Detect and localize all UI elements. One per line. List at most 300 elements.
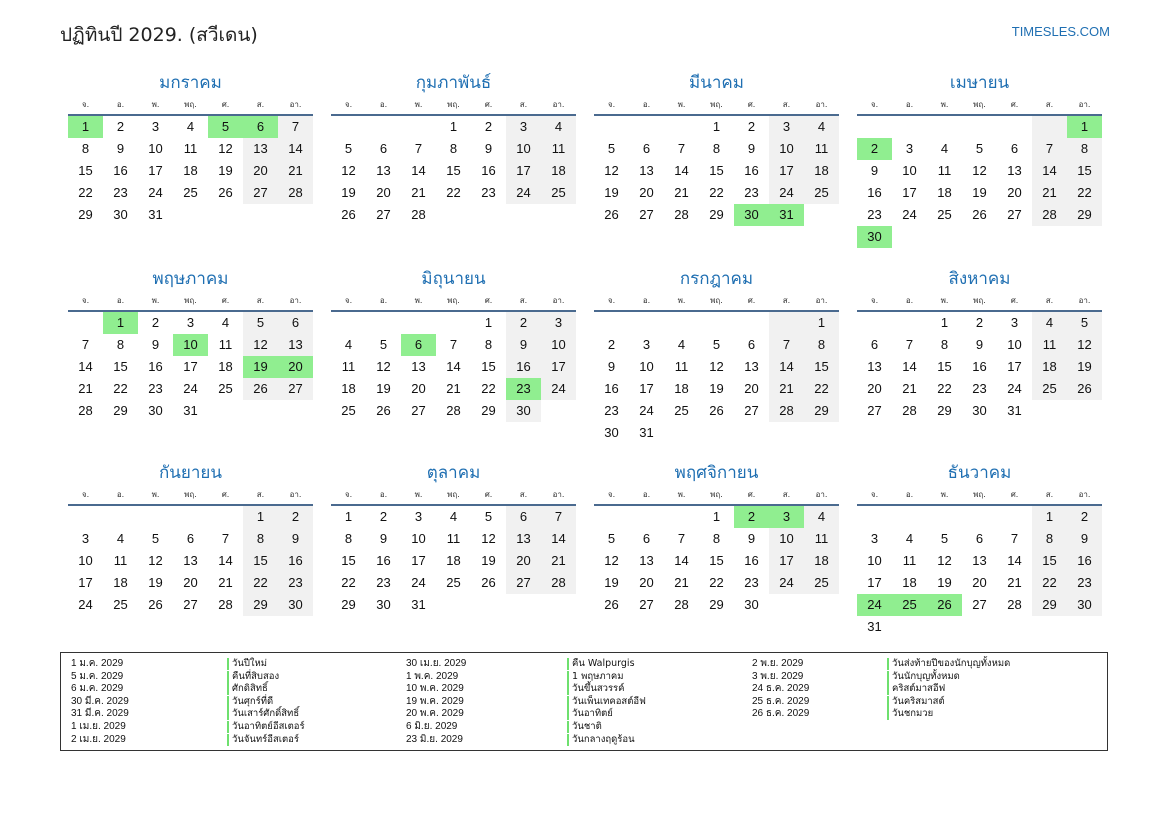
- holiday-date: 1 เม.ย. 2029: [71, 721, 126, 732]
- day-cell: 9: [747, 141, 756, 156]
- day-cell: 3: [769, 116, 804, 138]
- month-name: พฤษภาคม: [152, 269, 229, 289]
- site-link[interactable]: TIMESLES.COM: [1011, 24, 1110, 39]
- day-cell: 10: [78, 553, 93, 568]
- day-cell: 15: [1032, 550, 1067, 572]
- weekday-label: อา.: [289, 490, 302, 499]
- day-cell: 6: [1010, 141, 1019, 156]
- day-cell: 22: [481, 381, 496, 396]
- day-cell: 16: [506, 356, 541, 378]
- weekday-label: อ.: [905, 296, 914, 305]
- day-cell: 15: [446, 163, 461, 178]
- day-cell: 21: [674, 575, 689, 590]
- day-cell: 17: [902, 185, 917, 200]
- empty-cell: [664, 506, 699, 528]
- day-cell: 11: [804, 138, 839, 160]
- month-calendar: [331, 70, 576, 266]
- holiday-date: 5 ม.ค. 2029: [71, 670, 124, 682]
- month-name: ตุลาคม: [426, 463, 481, 483]
- day-cell: 8: [344, 531, 353, 546]
- day-cell: 16: [278, 550, 313, 572]
- day-cell: 15: [481, 359, 496, 374]
- day-cell: 6: [379, 141, 388, 156]
- day-cell: 27: [278, 378, 313, 400]
- day-cell: 31: [867, 619, 882, 634]
- holiday-date: 23 มิ.ย. 2029: [406, 733, 463, 745]
- day-cell: 25: [804, 182, 839, 204]
- weekday-label: ศ.: [221, 296, 230, 305]
- day-cell: 26: [481, 575, 496, 590]
- holiday-name: คริสต์มาสอีฟ: [887, 683, 945, 695]
- holiday-date: 6 มิ.ย. 2029: [406, 721, 458, 732]
- weekday-label: พ.: [940, 490, 949, 499]
- day-cell: 23: [278, 572, 313, 594]
- days-grid: [331, 312, 576, 422]
- day-cell: 29: [1032, 594, 1067, 616]
- day-cell: 3: [1010, 315, 1019, 330]
- holiday-day-cell: 6: [401, 334, 436, 356]
- day-cell: 30: [278, 594, 313, 616]
- day-cell: 12: [937, 553, 952, 568]
- day-cell: 19: [148, 575, 163, 590]
- days-grid: [68, 116, 313, 226]
- day-cell: 13: [278, 334, 313, 356]
- weekday-label: อา.: [552, 490, 565, 499]
- day-cell: 2: [506, 312, 541, 334]
- weekday-header: [331, 486, 576, 504]
- day-cell: 11: [446, 531, 461, 546]
- day-cell: 17: [1007, 359, 1022, 374]
- day-cell: 20: [972, 575, 987, 590]
- weekday-label: อา.: [289, 296, 302, 305]
- day-cell: 10: [902, 163, 917, 178]
- day-cell: 9: [484, 141, 493, 156]
- month-calendar: [857, 70, 1102, 266]
- day-cell: 16: [148, 359, 163, 374]
- day-cell: 1: [1032, 506, 1067, 528]
- day-cell: 7: [905, 337, 914, 352]
- day-cell: 5: [607, 141, 616, 156]
- day-cell: 2: [484, 119, 493, 134]
- month-name: กุมภาพันธ์: [415, 73, 492, 93]
- day-cell: 29: [709, 207, 724, 222]
- day-cell: 10: [639, 359, 654, 374]
- day-cell: 13: [183, 553, 198, 568]
- day-cell: 19: [376, 381, 391, 396]
- day-cell: 19: [481, 553, 496, 568]
- holiday-date: 30 มี.ค. 2029: [71, 695, 129, 707]
- days-grid: [857, 312, 1102, 422]
- day-cell: 10: [411, 531, 426, 546]
- holiday-name: วันขึ้นสวรรค์: [567, 683, 625, 695]
- day-cell: 9: [1067, 528, 1102, 550]
- day-cell: 27: [639, 597, 654, 612]
- empty-cell: [629, 506, 664, 528]
- day-cell: 24: [902, 207, 917, 222]
- holiday-day-cell: 2: [734, 506, 769, 528]
- day-cell: 27: [867, 403, 882, 418]
- empty-cell: [769, 312, 804, 334]
- day-cell: 21: [218, 575, 233, 590]
- weekday-label: พฤ.: [710, 296, 723, 305]
- day-cell: 21: [902, 381, 917, 396]
- day-cell: 1: [804, 312, 839, 334]
- day-cell: 22: [709, 185, 724, 200]
- day-cell: 20: [867, 381, 882, 396]
- month-name: สิงหาคม: [948, 269, 1011, 289]
- weekday-header: [331, 292, 576, 310]
- day-cell: 25: [937, 207, 952, 222]
- weekday-header: [68, 292, 313, 310]
- holiday-name: ศักดิสิทธิ์: [227, 683, 268, 695]
- day-cell: 29: [804, 400, 839, 422]
- weekday-label: ศ.: [747, 100, 756, 109]
- day-cell: 24: [148, 185, 163, 200]
- holiday-name: วันปีใหม่: [227, 658, 267, 670]
- day-cell: 7: [769, 334, 804, 356]
- weekday-header: [68, 486, 313, 504]
- day-cell: 25: [341, 403, 356, 418]
- day-cell: 12: [218, 141, 233, 156]
- holiday-day-cell: 1: [1067, 116, 1102, 138]
- weekday-label: พ.: [677, 490, 686, 499]
- weekday-label: อ.: [379, 490, 388, 499]
- empty-cell: [664, 312, 699, 334]
- day-cell: 30: [376, 597, 391, 612]
- weekday-header: [857, 486, 1102, 504]
- day-cell: 4: [449, 509, 458, 524]
- empty-cell: [366, 116, 401, 138]
- day-cell: 18: [183, 163, 198, 178]
- weekday-label: ศ.: [484, 100, 493, 109]
- day-cell: 24: [769, 182, 804, 204]
- day-cell: 4: [804, 116, 839, 138]
- weekday-label: อ.: [379, 296, 388, 305]
- month-name: เมษายน: [949, 73, 1010, 93]
- day-cell: 23: [376, 575, 391, 590]
- day-cell: 20: [744, 381, 759, 396]
- day-cell: 22: [113, 381, 128, 396]
- day-cell: 16: [867, 185, 882, 200]
- month-name: กันยายน: [158, 463, 222, 483]
- day-cell: 8: [81, 141, 90, 156]
- day-cell: 7: [677, 141, 686, 156]
- day-cell: 4: [905, 531, 914, 546]
- day-cell: 28: [446, 403, 461, 418]
- day-cell: 13: [1007, 163, 1022, 178]
- empty-cell: [331, 312, 366, 334]
- day-cell: 29: [937, 403, 952, 418]
- day-cell: 17: [411, 553, 426, 568]
- day-cell: 17: [506, 160, 541, 182]
- weekday-label: พ.: [414, 490, 423, 499]
- empty-cell: [138, 506, 173, 528]
- holiday-name: วันเสาร์ศักดิ์สิทธิ์: [227, 708, 299, 720]
- weekday-label: พ.: [940, 100, 949, 109]
- day-cell: 19: [972, 185, 987, 200]
- empty-cell: [927, 116, 962, 138]
- weekday-label: อ.: [116, 490, 125, 499]
- month-calendar: [68, 266, 313, 460]
- day-cell: 4: [221, 315, 230, 330]
- weekday-label: อา.: [1078, 296, 1091, 305]
- day-cell: 20: [183, 575, 198, 590]
- month-name: มีนาคม: [689, 73, 744, 93]
- day-cell: 24: [506, 182, 541, 204]
- empty-cell: [962, 116, 997, 138]
- day-cell: 5: [344, 141, 353, 156]
- weekday-label: ส.: [782, 490, 791, 499]
- day-cell: 20: [639, 185, 654, 200]
- holiday-name: คืน Walpurgis: [567, 658, 635, 670]
- holiday-day-cell: 5: [208, 116, 243, 138]
- day-cell: 28: [78, 403, 93, 418]
- day-cell: 31: [411, 597, 426, 612]
- weekday-label: ส.: [782, 100, 791, 109]
- day-cell: 5: [151, 531, 160, 546]
- day-cell: 17: [148, 163, 163, 178]
- weekday-label: จ.: [344, 296, 353, 305]
- day-cell: 7: [1032, 138, 1067, 160]
- day-cell: 19: [1067, 356, 1102, 378]
- day-cell: 15: [709, 553, 724, 568]
- day-cell: 15: [243, 550, 278, 572]
- day-cell: 4: [541, 116, 576, 138]
- day-cell: 24: [541, 378, 576, 400]
- day-cell: 17: [183, 359, 198, 374]
- day-cell: 29: [481, 403, 496, 418]
- day-cell: 23: [481, 185, 496, 200]
- day-cell: 16: [744, 163, 759, 178]
- holiday-name: วันจันทร์อีสเตอร์: [227, 734, 299, 746]
- days-grid: [594, 116, 839, 226]
- day-cell: 14: [78, 359, 93, 374]
- day-cell: 1: [712, 119, 721, 134]
- day-cell: 18: [446, 553, 461, 568]
- day-cell: 14: [446, 359, 461, 374]
- holiday-name: วันอาทิตย์: [567, 708, 613, 720]
- day-cell: 30: [113, 207, 128, 222]
- day-cell: 19: [604, 575, 619, 590]
- day-cell: 9: [747, 531, 756, 546]
- empty-cell: [594, 116, 629, 138]
- day-cell: 22: [446, 185, 461, 200]
- day-cell: 22: [78, 185, 93, 200]
- day-cell: 13: [411, 359, 426, 374]
- holiday-date: 2 พ.ย. 2029: [752, 658, 804, 669]
- month-calendar: [68, 70, 313, 266]
- weekday-label: ศ.: [484, 296, 493, 305]
- day-cell: 12: [972, 163, 987, 178]
- day-cell: 5: [712, 337, 721, 352]
- day-cell: 25: [183, 185, 198, 200]
- holiday-name: วันชกมวย: [887, 708, 933, 720]
- day-cell: 7: [1010, 531, 1019, 546]
- day-cell: 5: [607, 531, 616, 546]
- day-cell: 8: [940, 337, 949, 352]
- day-cell: 9: [278, 528, 313, 550]
- day-cell: 22: [937, 381, 952, 396]
- day-cell: 26: [148, 597, 163, 612]
- weekday-label: อ.: [116, 100, 125, 109]
- day-cell: 13: [243, 138, 278, 160]
- day-cell: 29: [341, 597, 356, 612]
- weekday-label: พฤ.: [184, 296, 197, 305]
- weekday-label: อา.: [815, 296, 828, 305]
- day-cell: 14: [902, 359, 917, 374]
- day-cell: 21: [411, 185, 426, 200]
- day-cell: 3: [151, 119, 160, 134]
- month-name: มกราคม: [159, 73, 222, 93]
- day-cell: 21: [769, 378, 804, 400]
- day-cell: 8: [1067, 138, 1102, 160]
- empty-cell: [1032, 116, 1067, 138]
- weekday-label: จ.: [607, 100, 616, 109]
- day-cell: 26: [604, 207, 619, 222]
- day-cell: 21: [674, 185, 689, 200]
- day-cell: 23: [148, 381, 163, 396]
- day-cell: 11: [902, 553, 917, 568]
- empty-cell: [629, 116, 664, 138]
- day-cell: 26: [218, 185, 233, 200]
- day-cell: 30: [148, 403, 163, 418]
- holiday-date: 31 มี.ค. 2029: [71, 708, 129, 720]
- day-cell: 10: [769, 138, 804, 160]
- holiday-name: วันส่งท้ายปีของนักบุญทั้งหมด: [887, 658, 1010, 670]
- month-name: มิถุนายน: [421, 269, 486, 289]
- day-cell: 28: [218, 597, 233, 612]
- month-calendar: [857, 460, 1102, 660]
- day-cell: 13: [744, 359, 759, 374]
- day-cell: 3: [81, 531, 90, 546]
- day-cell: 14: [1032, 160, 1067, 182]
- weekday-label: พฤ.: [184, 490, 197, 499]
- weekday-label: พฤ.: [447, 296, 460, 305]
- day-cell: 23: [744, 575, 759, 590]
- weekday-label: จ.: [607, 490, 616, 499]
- day-cell: 13: [972, 553, 987, 568]
- holiday-day-cell: 30: [734, 204, 769, 226]
- day-cell: 16: [1067, 550, 1102, 572]
- day-cell: 11: [937, 163, 952, 178]
- day-cell: 8: [1032, 528, 1067, 550]
- day-cell: 29: [243, 594, 278, 616]
- day-cell: 15: [709, 163, 724, 178]
- day-cell: 16: [376, 553, 391, 568]
- weekday-label: พ.: [414, 100, 423, 109]
- day-cell: 12: [243, 334, 278, 356]
- day-cell: 11: [183, 141, 198, 156]
- day-cell: 10: [541, 334, 576, 356]
- day-cell: 21: [1032, 182, 1067, 204]
- holiday-date: 1 ม.ค. 2029: [71, 658, 124, 669]
- day-cell: 6: [186, 531, 195, 546]
- weekday-label: พฤ.: [184, 100, 197, 109]
- month-name: พฤศจิกายน: [674, 463, 759, 483]
- day-cell: 11: [113, 553, 128, 568]
- weekday-label: พฤ.: [710, 100, 723, 109]
- day-cell: 8: [116, 337, 125, 352]
- day-cell: 20: [506, 550, 541, 572]
- day-cell: 16: [113, 163, 128, 178]
- weekday-label: จ.: [870, 296, 879, 305]
- day-cell: 18: [218, 359, 233, 374]
- weekday-label: จ.: [81, 296, 90, 305]
- day-cell: 12: [604, 553, 619, 568]
- empty-cell: [857, 116, 892, 138]
- day-cell: 27: [639, 207, 654, 222]
- day-cell: 9: [506, 334, 541, 356]
- holiday-date: 1 พ.ค. 2029: [406, 670, 459, 682]
- day-cell: 18: [1032, 356, 1067, 378]
- day-cell: 24: [639, 403, 654, 418]
- day-cell: 25: [804, 572, 839, 594]
- day-cell: 26: [709, 403, 724, 418]
- day-cell: 19: [709, 381, 724, 396]
- weekday-label: อา.: [552, 296, 565, 305]
- page-title: ปฏิทินปี 2029. (สวีเดน): [60, 24, 258, 46]
- weekday-label: จ.: [870, 100, 879, 109]
- holiday-day-cell: 26: [927, 594, 962, 616]
- day-cell: 16: [972, 359, 987, 374]
- day-cell: 10: [506, 138, 541, 160]
- holiday-day-cell: 31: [769, 204, 804, 226]
- empty-cell: [629, 312, 664, 334]
- holiday-day-cell: 10: [173, 334, 208, 356]
- day-cell: 13: [376, 163, 391, 178]
- day-cell: 8: [712, 141, 721, 156]
- day-cell: 16: [744, 553, 759, 568]
- empty-cell: [401, 116, 436, 138]
- holiday-date: 6 ม.ค. 2029: [71, 683, 124, 695]
- day-cell: 7: [677, 531, 686, 546]
- day-cell: 7: [81, 337, 90, 352]
- day-cell: 7: [449, 337, 458, 352]
- day-cell: 5: [243, 312, 278, 334]
- day-cell: 20: [243, 160, 278, 182]
- days-grid: [594, 312, 839, 444]
- holiday-name: วันคริสมาสต์: [887, 696, 945, 708]
- day-cell: 7: [221, 531, 230, 546]
- day-cell: 21: [1007, 575, 1022, 590]
- weekday-label: พ.: [151, 490, 160, 499]
- day-cell: 30: [972, 403, 987, 418]
- weekday-label: พฤ.: [447, 490, 460, 499]
- day-cell: 9: [116, 141, 125, 156]
- day-cell: 3: [642, 337, 651, 352]
- day-cell: 16: [604, 381, 619, 396]
- day-cell: 4: [344, 337, 353, 352]
- day-cell: 4: [940, 141, 949, 156]
- day-cell: 25: [674, 403, 689, 418]
- holiday-date: 25 ธ.ค. 2029: [752, 695, 810, 707]
- day-cell: 11: [1032, 334, 1067, 356]
- weekday-header: [594, 486, 839, 504]
- day-cell: 3: [414, 509, 423, 524]
- day-cell: 3: [905, 141, 914, 156]
- weekday-label: ส.: [782, 296, 791, 305]
- day-cell: 25: [446, 575, 461, 590]
- empty-cell: [103, 506, 138, 528]
- weekday-label: อ.: [642, 100, 651, 109]
- day-cell: 27: [972, 597, 987, 612]
- day-cell: 8: [243, 528, 278, 550]
- day-cell: 25: [541, 182, 576, 204]
- day-cell: 28: [902, 403, 917, 418]
- empty-cell: [997, 116, 1032, 138]
- holiday-date: 2 เม.ย. 2029: [71, 733, 126, 745]
- days-grid: [68, 506, 313, 616]
